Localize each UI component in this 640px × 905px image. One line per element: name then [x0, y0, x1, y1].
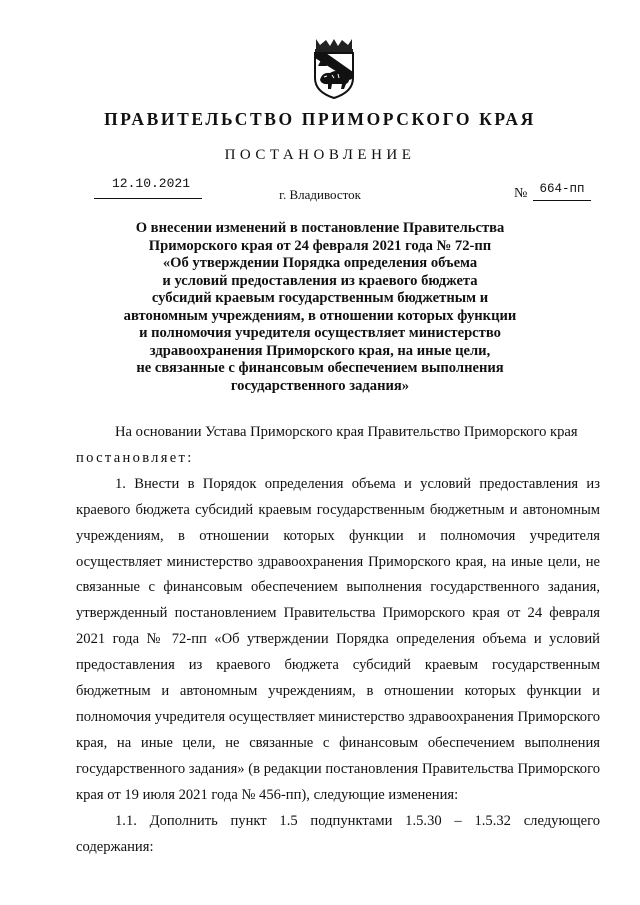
heading-line: О внесении изменений в постановление Правительства — [135, 220, 505, 236]
document-body — [76, 420, 600, 860]
item-1-1-paragraph: 1.1. Дополнить пункт 1.5 подпунктами 1.5.30 – 1.5.32 следующего содержания: — [76, 812, 600, 855]
document-date: 12.10.2021 — [111, 176, 190, 191]
heading-line: Приморского края от 24 февраля 2021 года № 72-пп — [148, 237, 492, 254]
heading-line: субсидий краевым государственным бюджетным и — [151, 290, 489, 306]
number-sign: № — [514, 186, 528, 201]
heading-line: не связанные с финансовым обеспечением выполнения — [136, 360, 504, 376]
heading-line: автономным учреждениям, в отношении которых функции — [123, 307, 517, 324]
heading-line: и полномочия учредителя осуществляет министерство — [139, 325, 501, 341]
heading-line: государственного задания» — [230, 377, 410, 394]
document-city: г. Владивосток — [279, 187, 361, 202]
document-number: 664-пп — [539, 182, 585, 196]
item-1-paragraph: 1. Внести в Порядок определения объема и условий предоставления из краевого бюджета субсидий краевым государственным бюджетным и автономным учреждениям, в отношении которых функции и полномочия учредителя осуществляет министерство здравоохранения Приморского края, на иные цели, не связанные с финансовым обеспечением выполнения государственного задания, утвержденный постановлением Правительства Приморского края от 24 февраля 2021 года № 72-пп «Об утверждении Порядка определения объема и условий предоставления из краевого бюджета субсидий краевым государственным бюджетным и автономным учреждениям, в отношении которых функции и полномочия учредителя осуществляет министерство здравоохранения Приморского края, на иные цели, не связанные с финансовым обеспечением выполнения государственного задания» (в редакции постановления Правительства Приморского края от 19 июля 2021 года № 456-пп), следующие изменения: — [76, 475, 600, 803]
resolves-word: постановляет: — [76, 449, 194, 466]
intro-paragraph: На основании Устава Приморского края Правительство Приморского края — [115, 424, 578, 440]
heading-line: «Об утверждении Порядка определения объема — [162, 255, 478, 271]
number-underline — [533, 200, 591, 201]
document-heading — [100, 220, 540, 395]
heading-line: и условий предоставления из краевого бюджета — [162, 272, 478, 289]
government-title: ПРАВИТЕЛЬСТВО ПРИМОРСКОГО КРАЯ — [104, 109, 536, 129]
primorsky-krai-coat-of-arms-icon — [302, 36, 366, 100]
document-type: ПОСТАНОВЛЕНИЕ — [224, 147, 416, 163]
heading-line: здравоохранения Приморского края, на иные цели, — [149, 342, 491, 359]
